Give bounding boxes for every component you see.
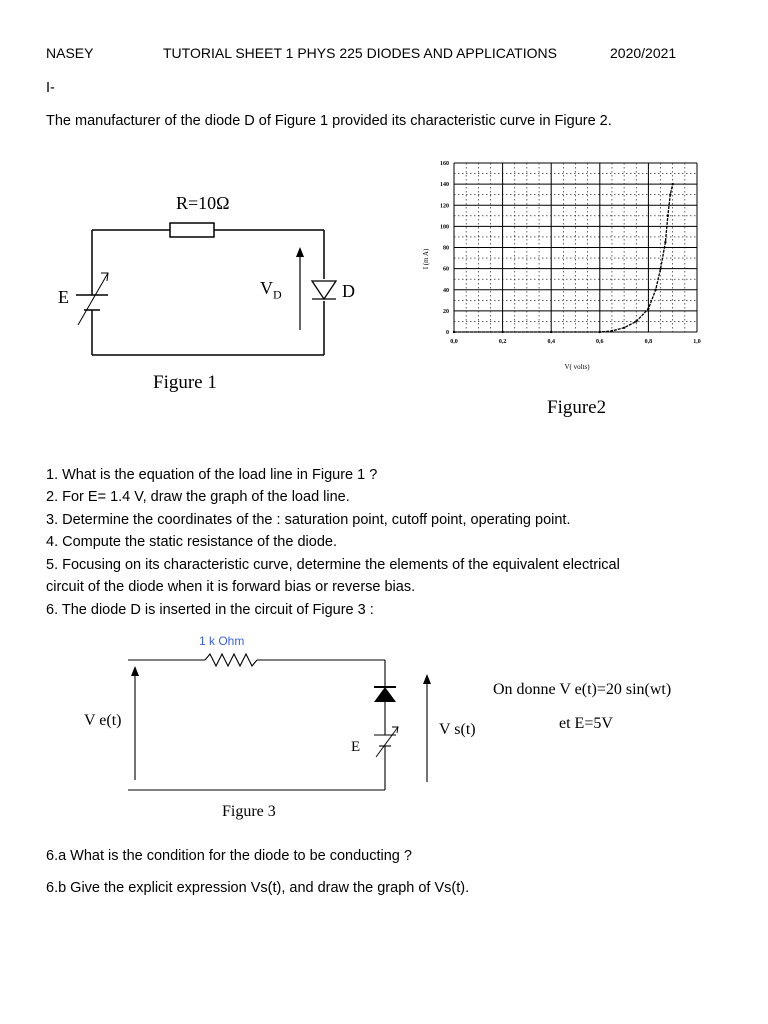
y-tick-label: 160 bbox=[440, 161, 449, 167]
series-point bbox=[669, 193, 671, 195]
figure1-diode-label: D bbox=[342, 281, 355, 301]
y-tick-label: 120 bbox=[440, 203, 449, 210]
figure3-resistor-label: 1 k Ohm bbox=[199, 634, 245, 648]
intro-text: The manufacturer of the diode D of Figure 1 provided its characteristic curve in Figure 2. bbox=[46, 113, 612, 129]
figure3-output-arrow bbox=[423, 674, 431, 782]
y-tick-label: 60 bbox=[443, 266, 449, 273]
series-point bbox=[659, 267, 661, 269]
question-1: 1. What is the equation of the load line in Figure 1 ? bbox=[46, 467, 378, 483]
series-point bbox=[647, 308, 649, 310]
question-2: 2. For E= 1.4 V, draw the graph of the load line. bbox=[46, 489, 350, 505]
figure3-input-label: V e(t) bbox=[84, 712, 122, 729]
series-point bbox=[501, 331, 503, 333]
figure1-voltage-label bbox=[260, 278, 282, 303]
figure3-resistor bbox=[205, 654, 257, 666]
question-5: 5. Focusing on its characteristic curve, determine the elements of the equivalent electrical bbox=[46, 557, 620, 573]
figure2-x-axis-label: V( volts) bbox=[564, 363, 590, 371]
figure1-voltage-arrow bbox=[296, 247, 304, 330]
figure3-source-label: E bbox=[351, 739, 361, 755]
figure2-x-ticks bbox=[450, 339, 701, 345]
header-author: NASEY bbox=[46, 45, 94, 61]
figure3-output-label: V s(t) bbox=[439, 721, 476, 738]
question-6: 6. The diode D is inserted in the circuit of Figure 3 : bbox=[46, 602, 374, 618]
y-tick-label: 100 bbox=[440, 224, 449, 231]
series-point bbox=[453, 331, 455, 333]
figure2-y-ticks bbox=[440, 161, 449, 336]
question-4: 4. Compute the static resistance of the diode. bbox=[46, 534, 337, 550]
figure1-resistor-label: R=10Ω bbox=[176, 193, 230, 213]
figure3-given-e: et E=5V bbox=[559, 715, 613, 732]
y-tick-label: 20 bbox=[443, 308, 449, 315]
series-point bbox=[635, 320, 637, 322]
series-point bbox=[623, 327, 625, 329]
figure1-voltage-symbol: V bbox=[260, 278, 273, 298]
y-tick-label: 40 bbox=[443, 287, 449, 294]
series-point bbox=[654, 289, 656, 291]
x-tick-label: 0,2 bbox=[498, 339, 507, 345]
x-tick-label: 1,0 bbox=[693, 339, 701, 345]
figure3-circuit bbox=[80, 640, 500, 810]
question-5-continued: circuit of the diode when it is forward bias or reverse bias. bbox=[46, 579, 416, 595]
question-3: 3. Determine the coordinates of the : saturation point, cutoff point, operating point. bbox=[46, 512, 571, 528]
figure3-given-ve: On donne V e(t)=20 sin(wt) bbox=[493, 681, 672, 698]
question-6b: 6.b Give the explicit expression Vs(t), and draw the graph of Vs(t). bbox=[46, 880, 470, 896]
figure2-y-axis-label: I (m A) bbox=[422, 248, 430, 270]
series-point bbox=[667, 215, 669, 217]
figure2-grid bbox=[454, 163, 697, 332]
header-title: TUTORIAL SHEET 1 PHYS 225 DIODES AND APPLICATIONS bbox=[163, 45, 557, 61]
x-tick-label: 0,6 bbox=[596, 339, 604, 345]
x-tick-label: 0,0 bbox=[450, 339, 458, 345]
series-point bbox=[664, 241, 666, 243]
figure2-chart bbox=[412, 155, 712, 380]
figure1-circuit bbox=[50, 185, 370, 400]
figure1-caption: Figure 1 bbox=[153, 372, 217, 393]
section-label: I- bbox=[46, 80, 55, 96]
y-tick-label: 80 bbox=[443, 245, 449, 252]
figure3-input-arrow bbox=[131, 666, 139, 780]
x-tick-label: 0,8 bbox=[644, 339, 653, 345]
header-year: 2020/2021 bbox=[610, 45, 677, 61]
figure3-caption: Figure 3 bbox=[222, 803, 276, 820]
figure1-voltage-subscript: D bbox=[273, 287, 282, 302]
figure2-caption: Figure2 bbox=[547, 397, 607, 418]
figure1-source-label: E bbox=[58, 287, 69, 307]
y-tick-label: 140 bbox=[440, 182, 449, 189]
series-point bbox=[550, 331, 552, 333]
series-point bbox=[611, 330, 613, 332]
y-tick-label: 0 bbox=[446, 330, 449, 336]
figure3-variable-source bbox=[374, 727, 398, 757]
series-point bbox=[672, 183, 674, 185]
figure3-diode bbox=[374, 687, 396, 702]
x-tick-label: 0,4 bbox=[547, 339, 555, 345]
series-point bbox=[599, 331, 601, 333]
figure1-resistor bbox=[170, 223, 214, 237]
figure1-diode bbox=[312, 281, 336, 299]
question-6a: 6.a What is the condition for the diode to be conducting ? bbox=[46, 848, 412, 864]
